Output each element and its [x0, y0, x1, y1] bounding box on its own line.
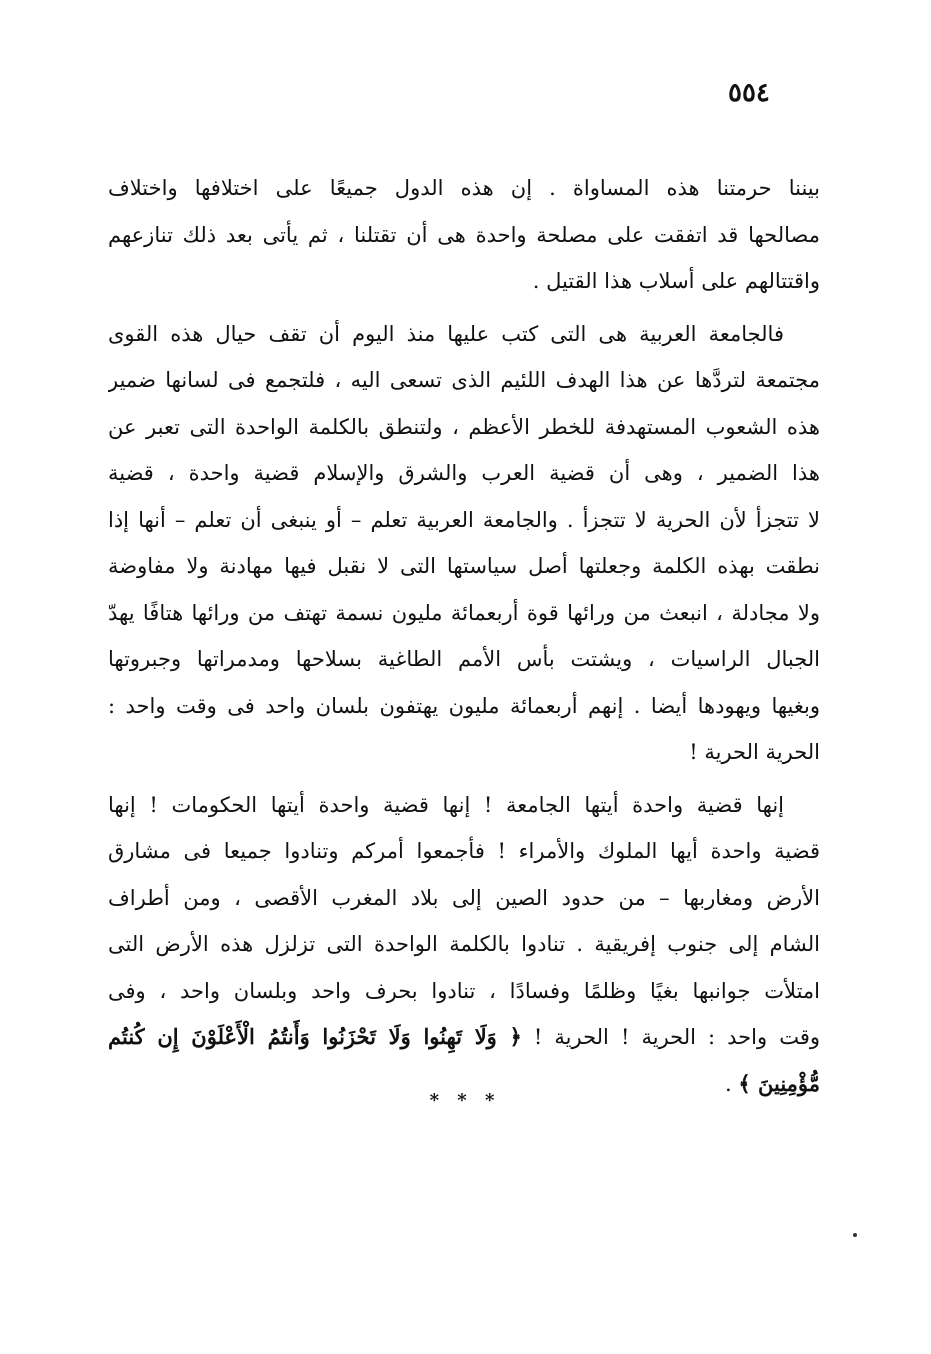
text-segment: وقت واحد : الحرية ! الحرية !	[533, 1025, 820, 1049]
scan-speck	[853, 1233, 857, 1237]
text-line: الشام إلى جنوب إفريقية . تنادوا بالكلمة الواحدة التى تزلزل هذه الأرض التى	[108, 932, 820, 956]
page-body	[108, 165, 820, 1107]
text-line: مصالحها قد اتفقت على مصلحة واحدة هى أن تقتلنا ، ثم يأتى بعد ذلك تنازعهم	[108, 222, 820, 247]
text-line: امتلأت جوانبها بغيًا وظلمًا وفسادًا ، تنادوا بحرف واحد وبلسان واحد ، وفى	[108, 978, 820, 1003]
paragraph-3	[108, 782, 820, 1108]
text-line: واقتتالهم على أسلاب هذا القتيل .	[532, 269, 820, 293]
text-line: إنها قضية واحدة أيتها الجامعة ! إنها قضية واحدة أيتها الحكومات ! إنها	[108, 792, 784, 817]
quran-verse-end: مُّؤْمِنِينَ ﴾	[738, 1070, 820, 1096]
text-line: قضية واحدة أيها الملوك والأمراء ! فأجمعوا أمركم وتنادوا جميعا فى مشارق	[108, 839, 820, 863]
quran-verse: ﴿ وَلَا تَهِنُوا وَلَا تَحْزَنُوا وَأَنتُمُ الْأَعْلَوْنَ إِن كُنتُم	[108, 1024, 522, 1049]
text-line: هذا الضمير ، وهى أن قضية العرب والشرق والإسلام قضية واحدة ، قضية	[108, 461, 820, 485]
text-line: الأرض ومغاربها – من حدود الصين إلى بلاد المغرب الأقصى ، ومن أطراف	[108, 885, 820, 910]
paragraph-1	[108, 165, 820, 305]
text-line: بيننا حرمتنا هذه المساواة . إن هذه الدول جميعًا على اختلافها واختلاف	[108, 176, 820, 200]
paragraph-2	[108, 311, 820, 776]
text-segment: .	[725, 1071, 732, 1096]
text-line: الجبال الراسيات ، ويشتت بأس الأمم الطاغية بسلاحها ومدمراتها وجبروتها	[108, 647, 820, 671]
text-line: وبغيها ويهودها أيضا . إنهم أربعمائة مليون يهتفون بلسان واحد فى وقت واحد :	[108, 693, 820, 718]
text-line: نطقت بهذه الكلمة وجعلتها أصل سياستها التى لا نقبل فيها مهادنة ولا مفاوضة	[108, 554, 820, 578]
text-line: مجتمعة لتردَّها عن هذا الهدف اللئيم الذى تسعى اليه ، فلتجمع فى لسانها ضمير	[108, 368, 820, 392]
text-line: فالجامعة العربية هى التى كتب عليها منذ اليوم أن تقف حيال هذه القوى	[108, 321, 784, 346]
text-line-with-verse	[108, 1014, 820, 1061]
section-separator: * * *	[429, 1090, 501, 1111]
text-line: ولا مجادلة ، انبعث من ورائها قوة أربعمائة مليون نسمة تهتف من ورائها هتافًا يهدّ	[108, 600, 820, 625]
text-line: الحرية الحرية !	[689, 740, 820, 764]
text-line: هذه الشعوب المستهدفة للخطر الأعظم ، ولتنطق بالكلمة الواحدة التى تعبر عن	[108, 414, 820, 439]
text-line: لا تتجزأ لأن الحرية لا تتجزأ . والجامعة العربية تعلم – أو ينبغى أن تعلم – أنها إذا	[108, 507, 820, 532]
page-number: ٥٥٤	[728, 78, 770, 108]
